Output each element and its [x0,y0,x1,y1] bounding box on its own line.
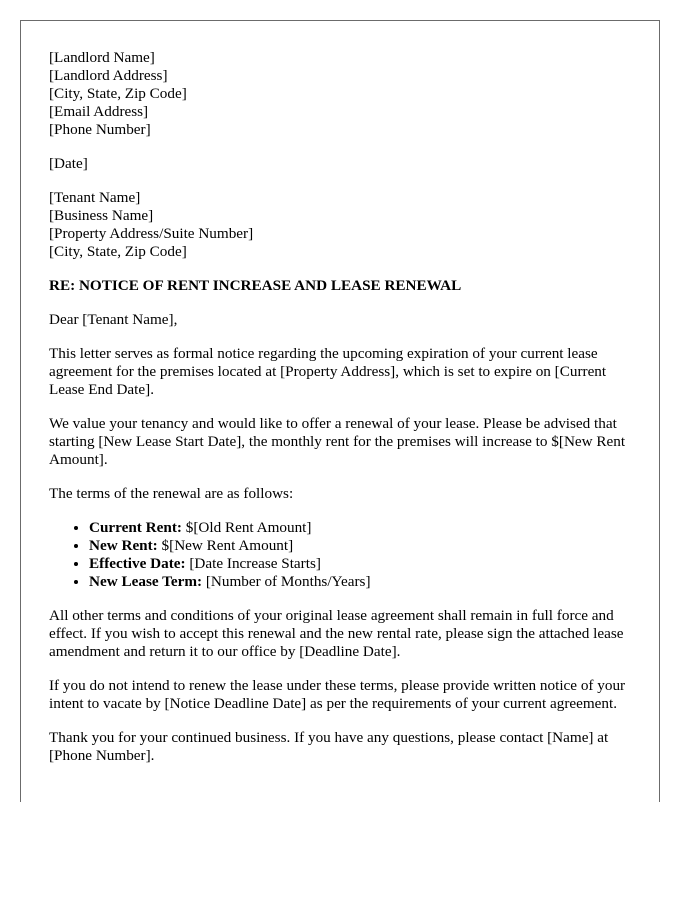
term-value: $[New Rent Amount] [157,537,294,554]
paragraph-non-renewal: If you do not intend to renew the lease under these terms, please provide written notice of your intent to vacate by [Notice Deadline Date] as per the requirements of your current agreement. [49,677,626,712]
term-label: New Rent: [89,537,158,554]
subject-line: RE: NOTICE OF RENT INCREASE AND LEASE RENEWAL [49,277,462,294]
letter-date: [Date] [49,155,88,172]
term-value: [Date Increase Starts] [185,555,321,572]
paragraph-renewal-offer: We value your tenancy and would like to offer a renewal of your lease. Please be advised that starting [New Lease Start Date], the monthly rent for the premises will increase to $[New Rent Amount]. [49,415,626,468]
property-address: [Property Address/Suite Number] [49,225,254,242]
sender-block [49,49,639,139]
paragraph-expiration-notice: This letter serves as formal notice regarding the upcoming expiration of your current lease agreement for the premises located at [Property Address], which is set to expire on [Current Lease End Date]. [49,345,607,398]
salutation: Dear [Tenant Name], [49,311,178,328]
list-item [89,537,639,555]
term-label: Current Rent: [89,519,182,536]
term-label: Effective Date: [89,555,186,572]
paragraph-terms-intro: The terms of the renewal are as follows: [49,485,294,502]
paragraph-other-terms: All other terms and conditions of your original lease agreement shall remain in full force and effect. If you wish to accept this renewal and the new rental rate, please sign the attached lease amendment and return it to our office by [Deadline Date]. [49,607,624,660]
landlord-name: [Landlord Name] [49,49,155,66]
list-item [89,573,639,591]
tenant-name: [Tenant Name] [49,189,141,206]
landlord-email: [Email Address] [49,103,149,120]
landlord-city-state-zip: [City, State, Zip Code] [49,85,187,102]
letter-body [49,49,639,781]
landlord-phone: [Phone Number] [49,121,151,138]
date-block [49,155,639,173]
term-value: [Number of Months/Years] [202,573,371,590]
landlord-address: [Landlord Address] [49,67,168,84]
list-item [89,519,639,537]
terms-list [49,519,639,591]
recipient-block [49,189,639,261]
term-value: $[Old Rent Amount] [181,519,312,536]
business-name: [Business Name] [49,207,154,224]
tenant-city-state-zip: [City, State, Zip Code] [49,243,187,260]
term-label: New Lease Term: [89,573,203,590]
paragraph-closing: Thank you for your continued business. If you have any questions, please contact [Name] at [Phone Number]. [49,729,609,764]
letter-page [20,20,660,802]
list-item [89,555,639,573]
